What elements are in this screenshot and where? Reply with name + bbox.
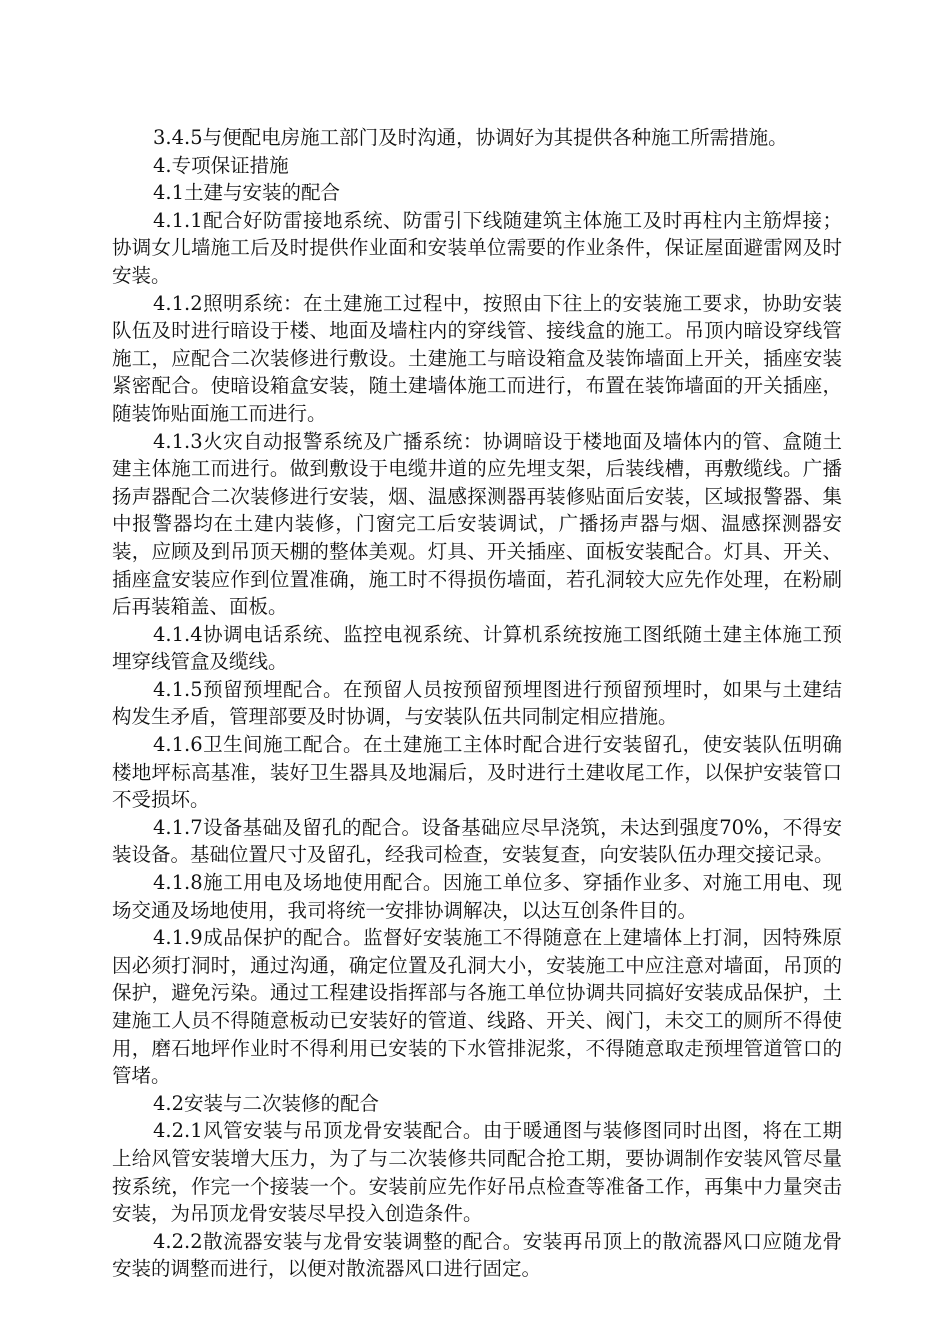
section-heading-4-2: 4.2安装与二次装修的配合 — [153, 1091, 380, 1115]
paragraph-4-1-8: 4.1.8施工用电及场地使用配合。因施工单位多、穿插作业多、对施工用电、现场交通及场地使用，我司将统一安排协调解决，以达互创条件目的。 — [112, 871, 842, 922]
paragraph-4-1-1: 4.1.1配合好防雷接地系统、防雷引下线随建筑主体施工及时再柱内主筋焊接；协调女儿墙施工后及时提供作业面和安装单位需要的作业条件，保证屋面避雷网及时安装。 — [112, 208, 842, 287]
section-heading-4: 4.专项保证措施 — [153, 153, 289, 177]
paragraph-4-1-6: 4.1.6卫生间施工配合。在土建施工主体时配合进行安装留孔，使安装队伍明确楼地坪标高基准，装好卫生器具及地漏后，及时进行土建收尾工作，以保护安装管口不受损坏。 — [112, 733, 842, 812]
paragraph-4-1-9: 4.1.9成品保护的配合。监督好安装施工不得随意在上建墙体上打洞，因特殊原因必须打洞时，通过沟通，确定位置及孔洞大小，安装施工中应注意对墙面，吊顶的保护，避免污染。通过工程建设指挥部与各施工单位协调共同搞好安装成品保护，土建施工人员不得随意板动已安装好的管道、线路、开关、阀门，未交工的厕所不得使用，磨石地坪作业时不得利用已安装的下水管排泥浆，不得随意取走预埋管道管口的管堵。 — [112, 926, 842, 1088]
paragraph-3-4-5: 3.4.5与便配电房施工部门及时沟通，协调好为其提供各种施工所需措施。 — [153, 126, 788, 149]
paragraph-4-1-4: 4.1.4协调电话系统、监控电视系统、计算机系统按施工图纸随土建主体施工预埋穿线管盒及缆线。 — [112, 622, 842, 674]
paragraph-4-2-2: 4.2.2散流器安装与龙骨安装调整的配合。安装再吊顶上的散流器风口应随龙骨安装的调整而进行，以便对散流器风口进行固定。 — [112, 1229, 842, 1281]
paragraph-4-1-3: 4.1.3火灾自动报警系统及广播系统：协调暗设于楼地面及墙体内的管、盒随土建主体施工而进行。做到敷设于电缆井道的应先埋支架，后装线槽，再敷缆线。广播扬声器配合二次装修进行安装，烟、温感探测器再装修贴面后安装，区域报警器、集中报警器均在土建内装修，门窗完工后安装调试，广播扬声器与烟、温感探测器安装，应顾及到吊顶天棚的整体美观。灯具、开关插座、面板安装配合。灯具、开关、插座盒安装应作到位置准确，施工时不得损伤墙面，若孔洞较大应先作处理，在粉刷后再装箱盖、面板。 — [112, 429, 842, 619]
section-heading-4-1: 4.1土建与安装的配合 — [153, 181, 341, 205]
paragraph-4-1-5: 4.1.5预留预埋配合。在预留人员按预留预埋图进行预留预埋时，如果与土建结构发生矛盾，管理部要及时协调，与安装队伍共同制定相应措施。 — [112, 677, 842, 729]
paragraph-4-1-2: 4.1.2照明系统：在土建施工过程中，按照由下往上的安装施工要求，协助安装队伍及时进行暗设于楼、地面及墙柱内的穿线管、接线盒的施工。吊顶内暗设穿线管施工，应配合二次装修进行敷设。土建施工与暗设箱盒及装饰墙面上开关，插座安装紧密配合。使暗设箱盒安装，随土建墙体施工而进行，布置在装饰墙面的开关插座，随装饰贴面施工而进行。 — [112, 291, 842, 425]
paragraph-4-1-7: 4.1.7设备基础及留孔的配合。设备基础应尽早浇筑，未达到强度70%，不得安装设备。基础位置尺寸及留孔，经我司检查，安装复查，向安装队伍办理交接记录。 — [112, 815, 842, 867]
paragraph-4-2-1: 4.2.1风管安装与吊顶龙骨安装配合。由于暖通图与装修图同时出图，将在工期上给风管安装增大压力，为了与二次装修共同配合抢工期，要协调制作安装风管尽量按系统，作完一个接装一个。安装前应先作好吊点检查等准备工作，再集中力量突击安装，为吊顶龙骨安装尽早投入创造条件。 — [112, 1119, 842, 1226]
document-body — [112, 124, 842, 1283]
